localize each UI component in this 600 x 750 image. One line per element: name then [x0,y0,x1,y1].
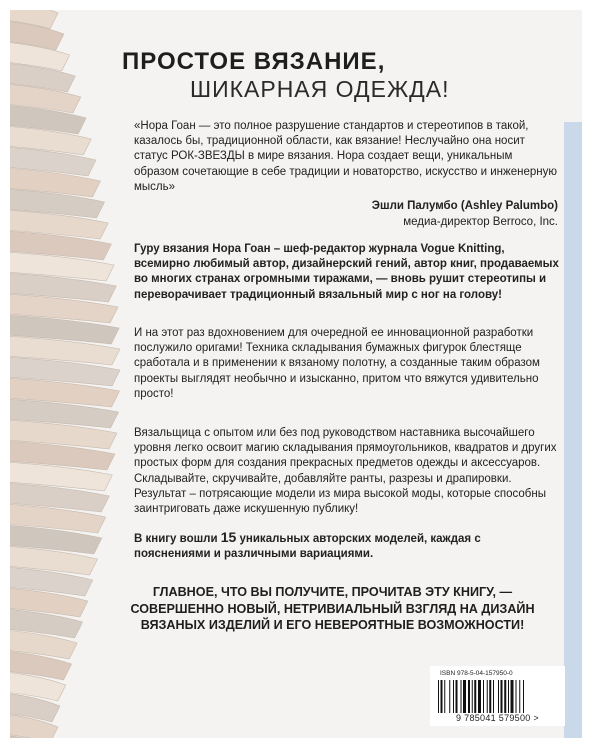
isbn-text: ISBN 978-5-04-157950-0 [440,670,513,677]
barcode-bar [444,680,445,713]
bottom-tagline [115,584,550,634]
barcode-bar [483,680,484,713]
tagline-line-2: СОВЕРШЕННО НОВЫЙ, НЕТРИВИАЛЬНЫЙ ВЗГЛЯД НА ДИЗАЙН [130,601,535,616]
barcode-bar [456,680,458,713]
barcode-bar [508,680,509,713]
barcode-bar [489,680,491,713]
models-count: 15 [220,529,237,545]
barcode-bar [463,680,466,713]
quote-role: медиа-директор Berroco, Inc. [403,216,558,228]
book-back-cover [10,10,582,738]
barcode-bar [474,680,476,713]
barcode-bar [441,680,443,713]
tagline-line-3: ВЯЗАНЫХ ИЗДЕЛИЙ И ЕГО НЕВЕРОЯТНЫЕ ВОЗМОЖНОСТИ! [140,618,525,632]
quote-author: Эшли Палумбо (Ashley Palumbo) [371,200,558,212]
barcode-bar [516,680,517,713]
barcode-bar [449,680,450,713]
barcode-digits: 9 785041 579500 > [456,713,539,723]
models-text-before: В книгу вошли [134,533,221,545]
barcode-bars [438,680,557,713]
tagline-line-1: ГЛАВНОЕ, ЧТО ВЫ ПОЛУЧИТЕ, ПРОЧИТАВ ЭТУ КНИГУ, — [152,585,513,599]
spine-stripe [564,122,582,738]
barcode-bar [468,680,470,713]
title-line-1: ПРОСТОЕ ВЯЗАНИЕ, [122,48,386,75]
barcode-bar [523,680,524,713]
barcode-bar [472,680,473,713]
quote-text: «Нора Гоан — это полное разрушение стандартов и стереотипов в такой, казалось бы, традиционной области, как вязание! Неслучайно она носит статус РОК-ЗВЕЗДЫ в мире вязания. Нора создает вещи, уникальным образом сочетающие в себе традиции и новаторство, искусство и инженерную мысль» [134,120,557,193]
barcode-bar [438,680,439,713]
barcode-bar [519,680,520,713]
barcode-bar [501,680,503,713]
title-line-2: ШИКАРНАЯ ОДЕЖДА! [190,76,450,102]
barcode-bar [498,680,499,713]
intro-paragraph: Гуру вязания Нора Гоан – шеф-редактор журнала Vogue Knitting, всемирно любимый автор, дизайнерский гений, автор книг, продаваемых во многих странах огромными тиражами, — вновь рушит стереотипы и переворачивает традиционный вязальный мир с ног на голову! [134,243,559,301]
quote-attribution [372,198,558,230]
barcode-bar [453,680,454,713]
models-text-after: уникальных авторских моделей, каждая с пояснениями и различными вариациями. [134,533,481,561]
technique-paragraph: Вязальщица с опытом или без под руководством наставника высочайшего уровня легко освоит магию складывания прямоугольников, квадратов и других простых форм для создания прекрасных предметов одежды и аксессуаров. Складывайте, скручивайте, добавляйте ранты, разрезы и драпировки. Результат – потрясающие модели из мира высокой моды, которые способны заинтриговать даже искушенную публику! [134,427,557,516]
barcode-bar [493,680,494,713]
models-count-paragraph [134,530,559,562]
origami-paragraph: И на этот раз вдохновением для очередной ее инновационной разработки послужило оригами! Техника складывания бумажных фигурок блестяще сработала и в применении к вязаному полотну, а созданные таким образом проекты выглядят необычно и изысканно, притом что вяжутся удивительно просто! [134,327,540,400]
barcode-bar [478,680,481,713]
barcode-bar [487,680,488,713]
barcode-bar [511,680,514,713]
barcode-bar [504,680,506,713]
barcode-bar [461,680,462,713]
barcode-block [430,666,565,726]
